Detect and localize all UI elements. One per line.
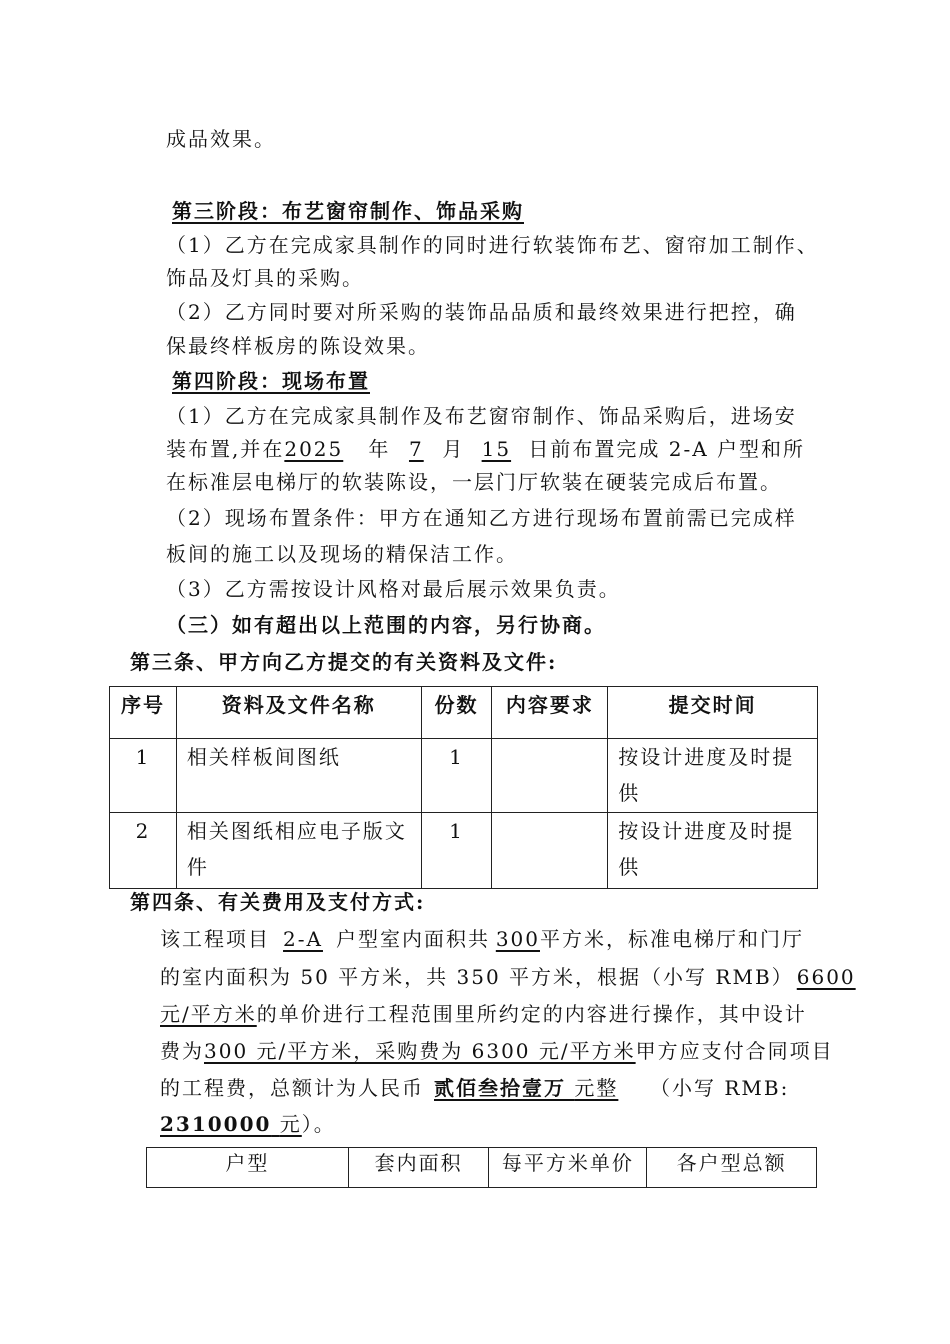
article3-heading: 第三条、甲方向乙方提交的有关资料及文件:	[130, 650, 558, 674]
article4-text: 平方米，标准电梯厅和门厅	[540, 927, 804, 951]
stage4-p1-line1: （1）乙方在完成家具制作及布艺窗帘制作、饰品采购后，进场安	[166, 404, 797, 428]
pricing-header-row	[147, 1148, 817, 1188]
stage4-heading: 第四阶段：现场布置	[172, 369, 370, 393]
top-line: 成品效果。	[166, 127, 276, 151]
day-value: 15	[481, 437, 512, 461]
stage4-p3: （3）乙方需按设计风格对最后展示效果负责。	[166, 577, 621, 601]
year-value: 2025	[284, 437, 344, 461]
row-time	[608, 813, 818, 889]
stage4-p1-line2	[166, 434, 805, 464]
row-name-line1: 相关图纸相应电子版文	[186, 819, 407, 843]
header-copies: 份数	[421, 687, 492, 739]
stage4-p2-line1: （2）现场布置条件：甲方在通知乙方进行现场布置前需已完成样	[166, 506, 797, 530]
fees-value: 300 元/平方米，采购费为 6300 元/平方米	[204, 1039, 636, 1063]
year-unit: 年	[368, 437, 391, 461]
header-area: 套内面积	[348, 1148, 489, 1188]
row-time-line2: 供	[618, 855, 641, 879]
stage3-p2-line2: 保最终样板房的陈设效果。	[166, 334, 430, 358]
article4-text: 甲方应支付合同项目	[635, 1039, 834, 1063]
article4-line2	[160, 962, 856, 992]
table-row	[110, 813, 818, 889]
unit-price-value: 6600	[796, 965, 856, 989]
article4-line4	[160, 1036, 834, 1066]
stage3-p1-line1: （1）乙方在完成家具制作的同时进行软装饰布艺、窗帘加工制作、	[166, 233, 819, 257]
total-unit: 元整	[574, 1076, 619, 1100]
row-time-line1: 按设计进度及时提	[618, 819, 795, 843]
article4-text: 的工程费，总额计为人民币	[160, 1076, 424, 1100]
stage3-heading: 第三阶段：布艺窗帘制作、饰品采购	[172, 199, 524, 223]
row-name	[176, 813, 421, 889]
documents-table	[109, 686, 818, 889]
article4-text: 费为	[160, 1039, 204, 1063]
row-no: 1	[110, 739, 177, 813]
row-name	[176, 739, 421, 813]
header-unit-price: 每平方米单价	[489, 1148, 647, 1188]
article4-text: 该工程项目	[160, 927, 270, 951]
table-row	[110, 739, 818, 813]
month-unit: 月	[442, 437, 465, 461]
row-copies: 1	[421, 739, 492, 813]
row-name-line: 相关样板间图纸	[186, 745, 341, 769]
row-copies: 1	[421, 813, 492, 889]
total-amount	[424, 1073, 650, 1103]
row-no: 2	[110, 813, 177, 889]
header-time: 提交时间	[608, 687, 818, 739]
row-requirement	[492, 739, 608, 813]
stage4-p2-line2: 板间的施工以及现场的精保洁工作。	[166, 542, 518, 566]
area-value: 300	[495, 927, 540, 951]
stage4-p1-line2-a: 装布置,并在	[166, 437, 285, 461]
article4-line1	[160, 924, 804, 954]
row-name-line2: 件	[186, 855, 209, 879]
article4-text: 户型室内面积共	[336, 927, 490, 951]
row-time-line1: 按设计进度及时提	[618, 745, 795, 769]
total-number	[160, 1112, 302, 1136]
stage4-p1-line3: 在标准层电梯厅的软装陈设，一层门厅软装在硬装完成后布置。	[166, 470, 782, 494]
article4-line6	[160, 1109, 336, 1139]
stage3-p1-line2: 饰品及灯具的采购。	[166, 266, 364, 290]
month-value: 7	[408, 437, 424, 461]
total-cn-value: 贰佰叁拾壹万	[434, 1076, 566, 1100]
table-header-row	[110, 687, 818, 739]
article4-text: 的单价进行工程范围里所约定的内容进行操作，其中设计	[256, 1002, 807, 1026]
article4-text: （小写 RMB:	[650, 1076, 790, 1100]
header-name: 资料及文件名称	[176, 687, 421, 739]
header-no: 序号	[110, 687, 177, 739]
clause-other: （三）如有超出以上范围的内容，另行协商。	[166, 613, 606, 637]
stage4-p1-line2-b: 日前布置完成 2-A 户型和所	[528, 437, 805, 461]
article4-text: 的室内面积为 50 平方米，共 350 平方米，根据（小写 RMB）	[160, 965, 794, 989]
article4-heading: 第四条、有关费用及支付方式:	[130, 890, 426, 914]
article4-line3	[160, 999, 807, 1029]
article4-line5	[160, 1073, 789, 1103]
header-total: 各户型总额	[647, 1148, 817, 1188]
stage3-p2-line1: （2）乙方同时要对所采购的装饰品品质和最终效果进行把控，确	[166, 300, 797, 324]
total-num-unit: 元	[279, 1112, 302, 1136]
unit-type-value: 2-A	[283, 927, 323, 951]
row-requirement	[492, 813, 608, 889]
total-num-value: 2310000	[160, 1112, 272, 1136]
unit-price-unit: 元/平方米	[160, 1002, 257, 1026]
article4-text: ）。	[301, 1112, 336, 1136]
pricing-table	[146, 1147, 817, 1188]
row-time-line2: 供	[618, 781, 641, 805]
row-time	[608, 739, 818, 813]
header-unit-type: 户型	[147, 1148, 349, 1188]
header-requirement: 内容要求	[492, 687, 608, 739]
